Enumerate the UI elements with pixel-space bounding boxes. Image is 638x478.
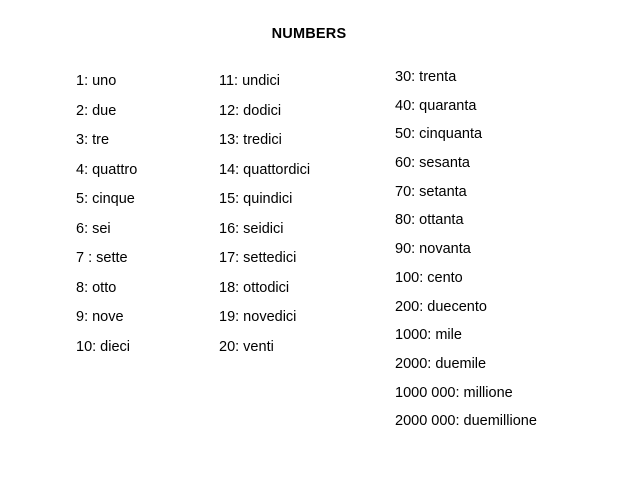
number-entry: 1000 000: millione (395, 384, 513, 401)
numbers-column-2 (219, 73, 310, 368)
number-entry: 2: due (76, 102, 117, 119)
number-entry: 4: quattro (76, 161, 138, 178)
number-entry: 11: undici (219, 73, 280, 89)
number-entry: 90: novanta (395, 241, 471, 258)
number-entry: 14: quattordici (219, 161, 311, 178)
numbers-column-3 (395, 69, 537, 442)
number-entry: 19: novedici (219, 309, 297, 325)
number-entry: 7 : sette (76, 250, 128, 266)
number-entry: 13: tredici (219, 132, 282, 148)
number-entry: 12: dodici (219, 102, 282, 119)
number-entry: 1: uno (76, 73, 117, 89)
number-entry: 40: quaranta (395, 97, 477, 114)
number-entry: 70: setanta (395, 183, 467, 200)
number-entry: 80: ottanta (395, 212, 464, 229)
number-entry: 16: seidici (219, 220, 284, 237)
number-entry: 60: sesanta (395, 155, 470, 172)
number-entry: 15: quindici (219, 191, 293, 207)
number-entry: 50: cinquanta (395, 126, 483, 143)
number-entry: 3: tre (76, 132, 110, 148)
number-entry: 2000 000: duemillione (395, 413, 537, 430)
number-entry: 18: ottodici (219, 279, 290, 296)
number-entry: 17: settedici (219, 250, 297, 266)
numbers-column-1 (76, 73, 137, 368)
number-entry: 5: cinque (76, 191, 135, 207)
number-entry: 20: venti (219, 338, 274, 355)
number-entry: 6: sei (76, 220, 111, 237)
number-entry: 2000: duemile (395, 355, 487, 372)
number-entry: 8: otto (76, 279, 117, 296)
number-entry: 30: trenta (395, 69, 457, 85)
page-title: NUMBERS (271, 26, 347, 42)
number-entry: 1000: mile (395, 327, 462, 344)
number-entry: 9: nove (76, 309, 124, 325)
number-entry: 200: duecento (395, 298, 487, 315)
number-entry: 10: dieci (76, 338, 131, 355)
number-entry: 100: cento (395, 269, 463, 286)
